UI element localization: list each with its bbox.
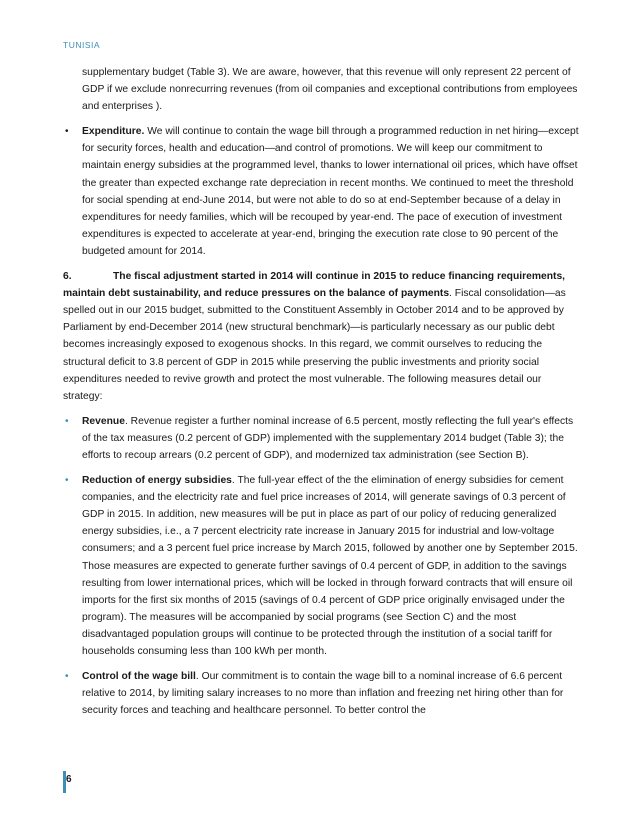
paragraph-6-heading: The fiscal adjustment started in 2014 will continue in 2015 to reduce financing requirements, maintain debt sustainability, and reduce pressures on the balance of payments (63, 271, 566, 300)
paragraph-6-text: Fiscal consolidation—as spelled out in our 2015 budget, submitted to the Constituent Assembly in October 2014 and to be approved by Parliament by end-December 2014 (new structural benchmark)—is particularly necessary as our public debt becomes increasingly exposed to exogenous shocks. In this regard, we commit ourselves to reducing the structural deficit to 3.8 percent of GDP in 2015 while preserving the public investments and priority social expenditures needed to revive growth and protect the most vulnerable. The following measures detail our strategy: (63, 288, 566, 402)
page-body (63, 64, 583, 719)
expenditure-label: Expenditure. (82, 126, 145, 138)
bullet-icon: • (65, 475, 69, 487)
energy-subsidies-text: . The full-year effect of the the elimination of energy subsidies for cement companies, and the electricity rate and fuel price increases of 2014, will generate savings of 0.3 percent of GDP in 2015. In addition, new measures will be put in place as part of our policy of reducing generalized energy subsidies, i.e., a 7 percent electricity rate increase in January 2015 for industrial and low-voltage consumers; and a 3 percent fuel price increase by March 2015, followed by another one by September 2015. Those measures are expected to generate further savings of 0.4 percent of GDP, in addition to the savings resulting from lower international prices, which will be locked in through forward contracts that will ensure oil imports for the first six months of 2015 (savings of 0.4 percent of GDP price originally envisaged under the program). The measures will be accompanied by social programs (see Section C) and the most disadvantaged population groups will continue to be protected through the institution of a social tariff for households consuming less than 100 kWh per month. (82, 475, 578, 657)
wage-bill-label: Control of the wage bill (82, 671, 196, 683)
intro-paragraph: supplementary budget (Table 3). We are aware, however, that this revenue will only represent 22 percent of GDP if we exclude nonrecurring revenues (from oil companies and exceptional contributions from employees and enterprises ). (82, 67, 578, 113)
wage-bill-item (63, 668, 583, 719)
expenditure-text: We will continue to contain the wage bill through a programmed reduction in net hiring—except for security forces, health and education—and control of promotions. We will keep our commitment to maintain energy subsidies at the programmed level, thanks to lower international oil prices, which have offset the greater than expected exchange rate depreciation in recent months. We continued to meet the threshold for social spending at end-June 2014, but were not able to do so at end-September because of a delay in expenditures for needy families, which will be recouped by year-end. The pace of execution of investment expenditures is expected to accelerate at year-end, bringing the execution rate close to 90 percent of the budgeted amount for 2014. (82, 126, 579, 257)
bullet-icon: • (65, 415, 69, 427)
page-number: 6 (66, 774, 72, 785)
revenue-label: Revenue (82, 415, 125, 427)
revenue-text: . Revenue register a further nominal increase of 6.5 percent, mostly reflecting the full year's effects of the tax measures (0.2 percent of GDP) implemented with the supplementary 2014 budget (Table 3); the efforts to recoup arrears (0.2 percent of GDP), and modernized tax administration (see Section B). (82, 415, 574, 461)
paragraph-6 (63, 268, 583, 405)
revenue-item (63, 413, 583, 464)
energy-subsidies-label: Reduction of energy subsidies (82, 475, 232, 487)
paragraph-number: 6. (63, 271, 72, 283)
paragraph-6-heading-end: . (449, 288, 452, 300)
bullet-icon: • (65, 671, 69, 683)
bullet-icon: • (65, 126, 69, 138)
running-head: TUNISIA (63, 40, 101, 50)
wage-bill-text: . Our commitment is to contain the wage bill to a nominal increase of 6.6 percent relative to 2014, by limiting salary increases to no more than inflation and freezing net hiring other than for security forces and teaching and healthcare personnel. To better control the (82, 671, 564, 717)
expenditure-item (63, 123, 583, 260)
energy-subsidies-item (63, 472, 583, 660)
